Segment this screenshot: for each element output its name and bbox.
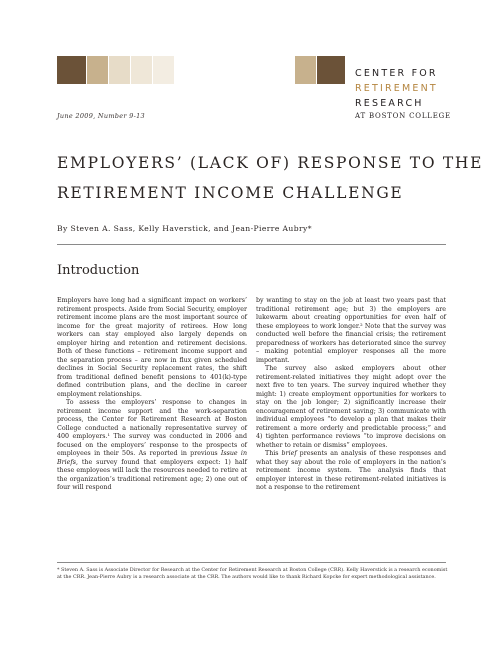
paragraph: by wanting to stay on the job at least two years past that traditional retirement age; but 3) the employers are lukewarm about creating opportunities for even half of these employees to work longer.² Note that the survey was conducted well before the financial crisis; the retirement preparedness of workers has deteriorated since the survey – making potential employer responses all the more important.: [256, 297, 446, 364]
text-run: To assess the employers’ response to changes in retirement income support and the work-separation process, the Center for Retirement Research at Boston College conducted a nationally representative survey of 400 employers.¹ The survey was conducted in 2006 and focused on the employers’ response to the prospects of employees in their 50s. As reported in previous: [57, 399, 247, 457]
emphasis: Issue in Briefs: [57, 450, 248, 466]
footnote-rule: [57, 562, 446, 563]
paragraph: Employers have long had a significant impact on workers’ retirement prospects. Aside from Social Security, employer retirement income plans are the most important source of income for the great majority of retirees. How long workers can stay employed also largely depends on employer hiring and retention and retirement decisions. Both of these functions – retirement income support and the separation process – are now in flux given scheduled declines in Social Security replacement rates, the shift from traditional defined benefit pensions to 401(k)-type defined contribution plans, and the decline in career employment relationships.: [57, 297, 247, 398]
authors: By Steven A. Sass, Kelly Haverstick, and Jean-Pierre Aubry*: [57, 224, 312, 233]
logo-square-brown: [317, 56, 345, 84]
emphasis: brief: [281, 450, 297, 457]
text-run: This: [265, 450, 282, 457]
logo-square-light-3: [153, 56, 174, 84]
paragraph: [256, 450, 446, 493]
text-run: , the survey found that employers expect: 1) half these employees will lack the resources needed to retire at the organization’s traditional retirement age; 2) one out of four will respond: [57, 458, 247, 491]
section-heading: Introduction: [57, 263, 140, 278]
logo-line-4: AT BOSTON COLLEGE: [355, 112, 451, 120]
logo-square-light: [109, 56, 130, 84]
logo-line-3: RESEARCH: [355, 98, 424, 109]
logo-square-dark: [57, 56, 86, 84]
issue-date: June 2009, Number 9-13: [57, 112, 145, 120]
body-column-right: [256, 297, 446, 493]
logo-line-2: RETIREMENT: [355, 83, 438, 94]
logo-square-mid: [87, 56, 108, 84]
logo-line-1: CENTER FOR: [355, 68, 438, 79]
text-run: presents an analysis of these responses and what they say about the role of employers in the nation’s retirement income system. The analysis finds that employer interest in these retirement-related initiatives is not a response to the retirement: [256, 450, 446, 491]
body-column-left: [57, 297, 247, 493]
logo-square-light-2: [131, 56, 152, 84]
divider-rule: [57, 244, 446, 245]
paragraph: The survey also asked employers about other retirement-related initiatives they might adopt over the next five to ten years. The survey inquired whether they might: 1) create employment opportunities for workers to stay on the job longer; 2) significantly increase their encouragement of retirement saving; 3) communicate with individual employees “to develop a plan that makes their retirement a more orderly and predictable process;” and 4) tighten performance reviews “to improve decisions on whether to retain or dismiss” employees.: [256, 365, 446, 449]
logo-square-tan: [295, 56, 316, 84]
title-line-1: EMPLOYERS’ (LACK OF) RESPONSE TO THE: [57, 154, 484, 172]
title-line-2: RETIREMENT INCOME CHALLENGE: [57, 184, 404, 202]
paragraph: [57, 399, 247, 493]
footnote: * Steven A. Sass is Associate Director for Research at the Center for Retirement Research at Boston College (CRR). Kelly Haverstick is a research economist at the CRR. Jean-Pierre Aubry is a research associate at the CRR. The authors would like to thank Richard Kopcke for expert methodological assistance.: [57, 567, 448, 580]
